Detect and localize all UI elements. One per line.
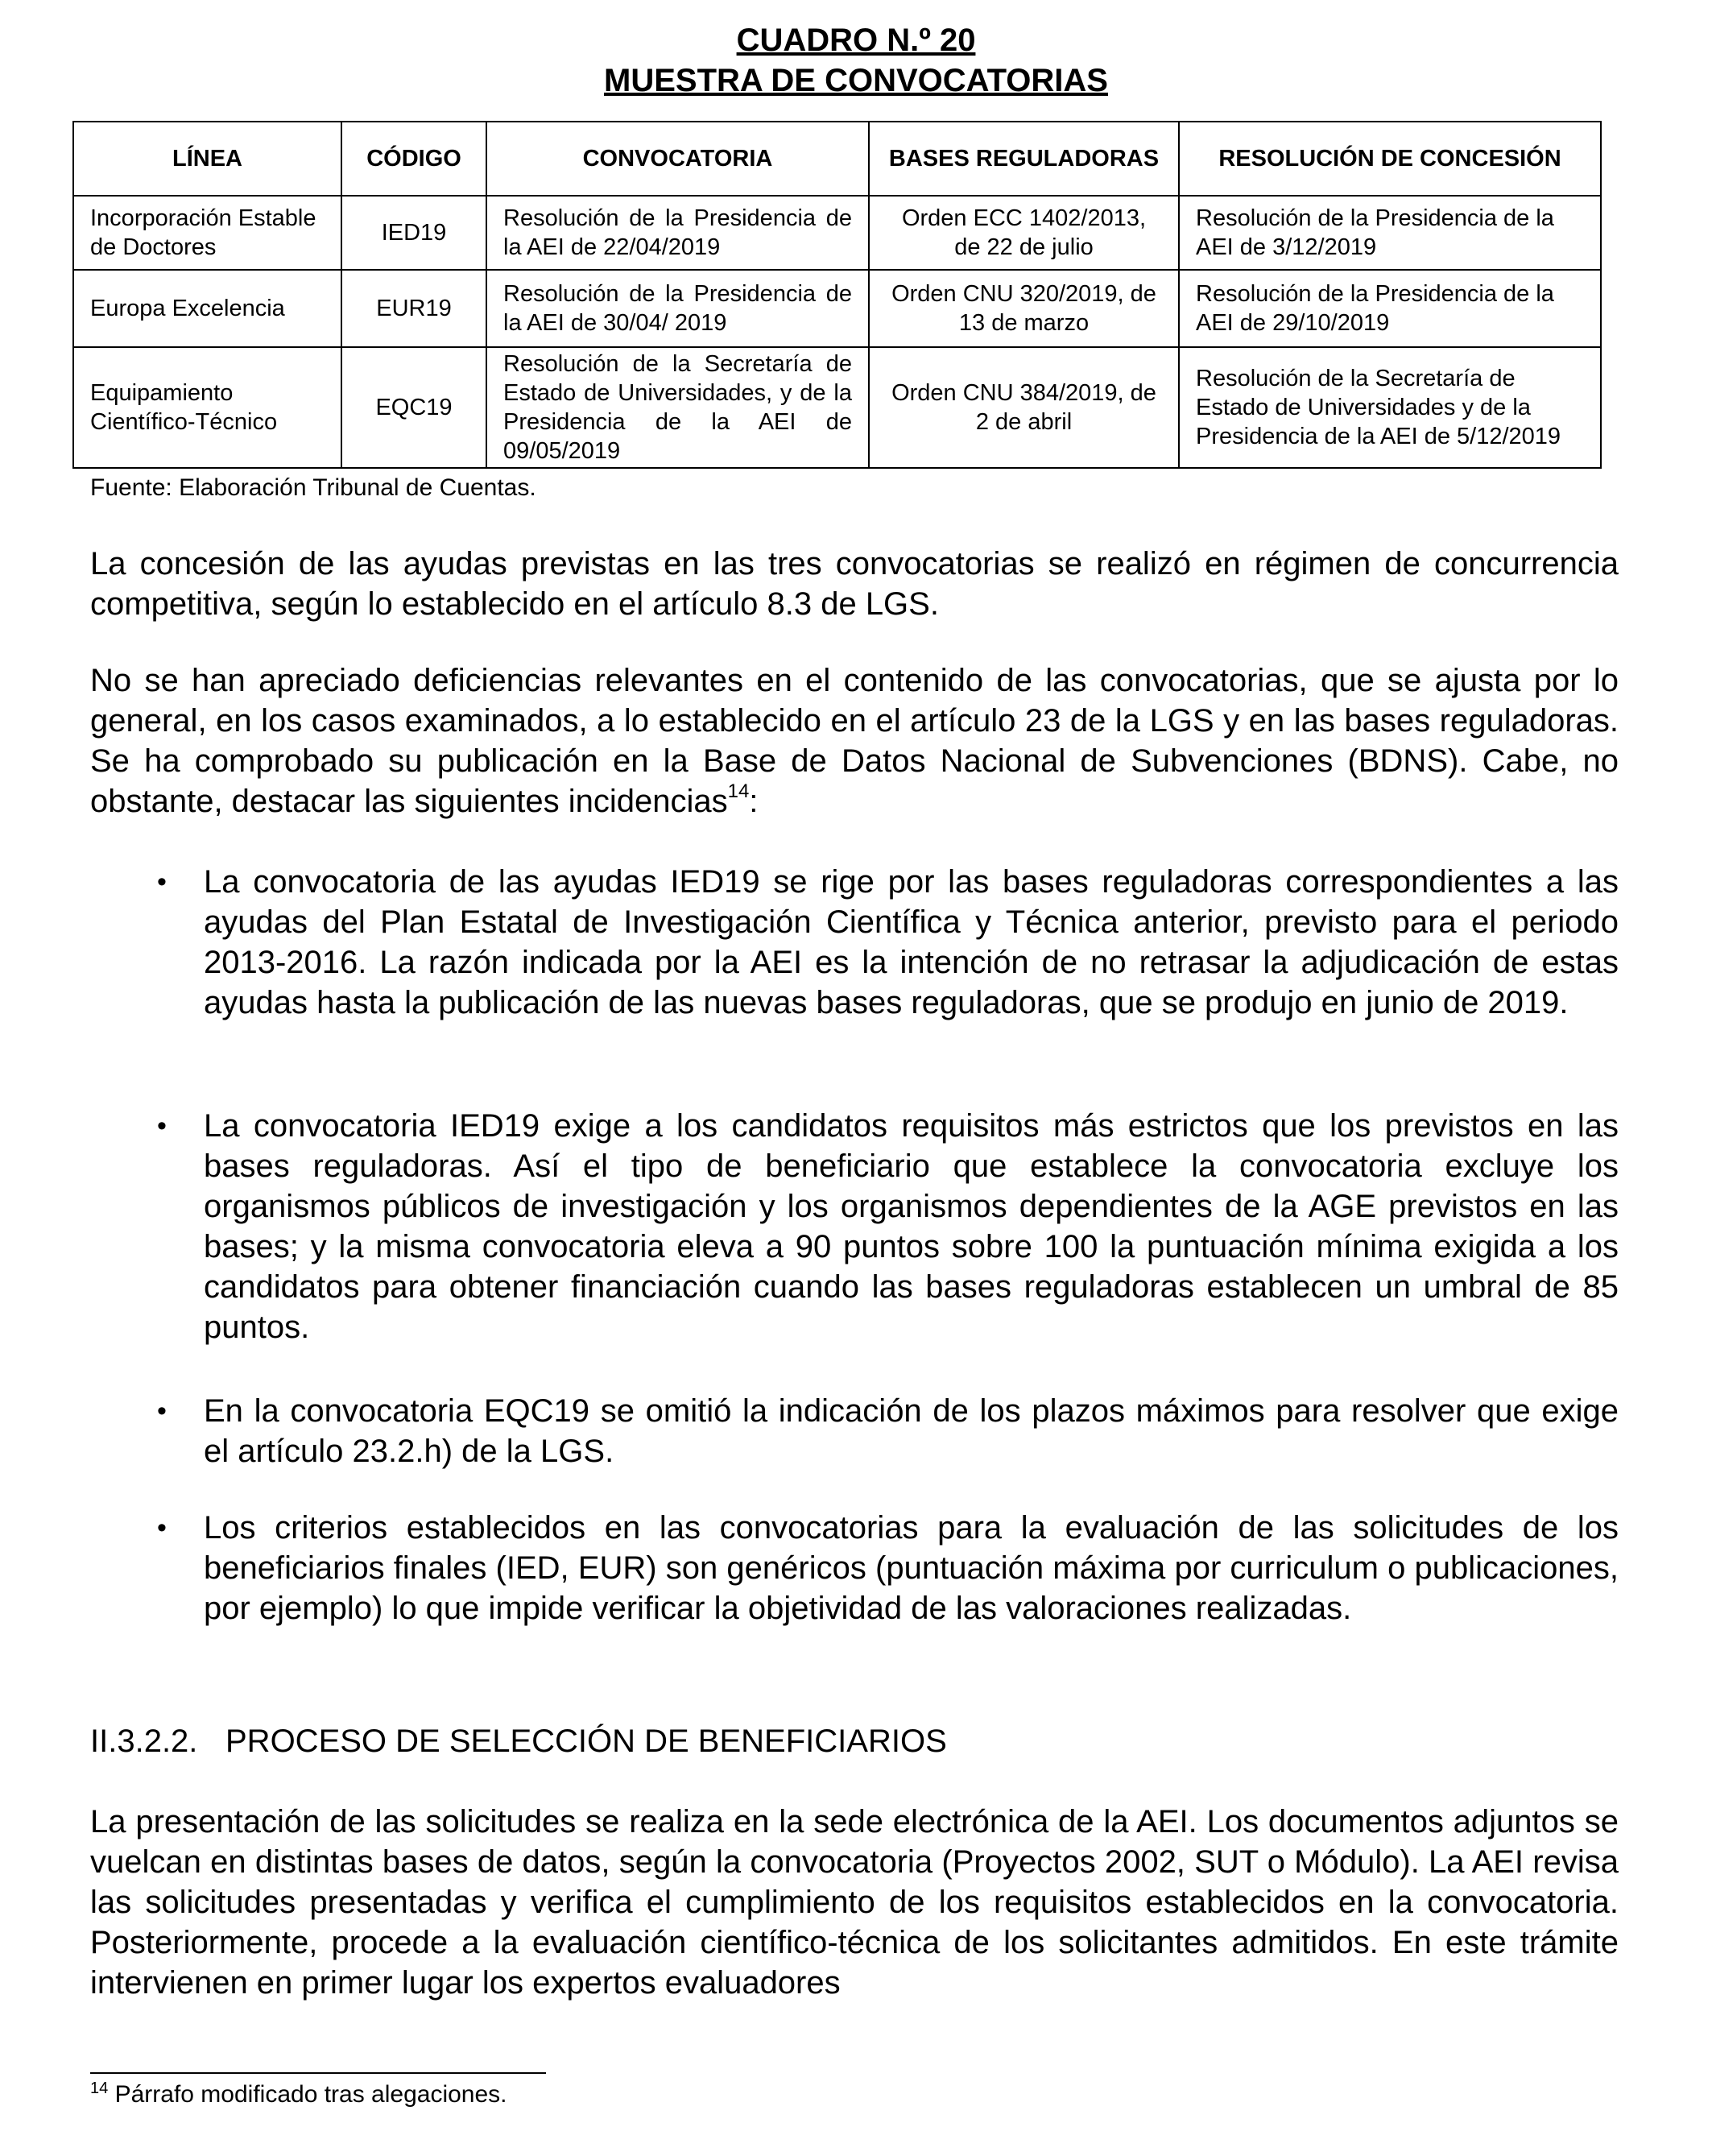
section-heading: [90, 1721, 947, 1761]
header-codigo: CÓDIGO: [341, 122, 486, 196]
cell-resolucion: Resolución de la Presidencia de la AEI de 29/10/2019: [1179, 270, 1601, 347]
cell-codigo: EQC19: [341, 347, 486, 468]
convocatorias-table: [72, 121, 1602, 469]
table-row: [73, 270, 1601, 347]
list-item-text: La convocatoria de las ayudas IED19 se rige por las bases reguladoras correspondientes a las ayudas del Plan Estatal de Investigación Científica y Técnica anterior, previsto para el periodo 2013-2016. La razón indicada por la AEI es la intención de no retrasar la adjudicación de estas ayudas hasta la publicación de las nuevas bases reguladoras, que se produjo en junio de 2019.: [204, 864, 1619, 1020]
cell-linea: Europa Excelencia: [73, 270, 341, 347]
table-row: [73, 347, 1601, 468]
cell-bases: Orden CNU 384/2019, de 2 de abril: [869, 347, 1179, 468]
list-item: [157, 1508, 1619, 1628]
table-row: [73, 196, 1601, 270]
cell-convocatoria: Resolución de la Presidencia de la AEI de 22/04/2019: [486, 196, 869, 270]
table-header-row: [73, 122, 1601, 196]
list-item-text: Los criterios establecidos en las convocatorias para la evaluación de las solicitudes de los beneficiarios finales (IED, EUR) son genéricos (puntuación máxima por curriculum o publicaciones, por ejemplo) lo que impide verificar la objetividad de las valoraciones realizadas.: [204, 1510, 1619, 1626]
cell-bases: Orden CNU 320/2019, de 13 de marzo: [869, 270, 1179, 347]
footnote-number: 14: [90, 2079, 109, 2097]
list-item-text: En la convocatoria EQC19 se omitió la indicación de los plazos máximos para resolver que exige el artículo 23.2.h) de la LGS.: [204, 1393, 1619, 1469]
cell-convocatoria: Resolución de la Presidencia de la AEI de 30/04/ 2019: [486, 270, 869, 347]
footnote-divider: [90, 2072, 546, 2074]
table-title: CUADRO N.º 20: [736, 23, 976, 58]
paragraph-deficiencias: [90, 660, 1619, 821]
cell-codigo: EUR19: [341, 270, 486, 347]
header-bases-reguladoras: BASES REGULADORAS: [869, 122, 1179, 196]
header-linea: LÍNEA: [73, 122, 341, 196]
list-item-text: La convocatoria IED19 exige a los candidatos requisitos más estrictos que los previstos en las bases reguladoras. Así el tipo de beneficiario que establece la convocatoria excluye los organismos públicos de investigación y los organismos dependientes de la AGE previstos en las bases; y la misma convocatoria eleva a 90 puntos sobre 100 la puntuación mínima exigida a los candidatos para obtener financiación cuando las bases reguladoras establecen un umbral de 85 puntos.: [204, 1108, 1619, 1345]
cell-bases: Orden ECC 1402/2013, de 22 de julio: [869, 196, 1179, 270]
cell-linea: Incorporación Estable de Doctores: [73, 196, 341, 270]
table-source: Fuente: Elaboración Tribunal de Cuentas.: [90, 474, 536, 501]
section-number: II.3.2.2.: [90, 1724, 198, 1759]
bullet-icon: •: [157, 867, 167, 897]
list-item: [157, 1391, 1619, 1471]
header-resolucion-concesion: RESOLUCIÓN DE CONCESIÓN: [1179, 122, 1601, 196]
footnote-reference[interactable]: 14: [727, 780, 750, 802]
cell-linea: Equipamiento Científico-Técnico: [73, 347, 341, 468]
paragraph-presentacion: La presentación de las solicitudes se realiza en la sede electrónica de la AEI. Los documentos adjuntos se vuelcan en distintas bases de datos, según la convocatoria (Proyectos 2002, SUT o Módulo). La AEI revisa las solicitudes presentadas y verifica el cumplimiento de los requisitos establecidos en la convocatoria. Posteriormente, procede a la evaluación científico-técnica de los solicitantes admitidos. En este trámite intervienen en primer lugar los expertos evaluadores: [90, 1804, 1619, 2001]
paragraph-deficiencias-end: :: [749, 784, 759, 819]
paragraph-deficiencias-text: No se han apreciado deficiencias relevantes en el contenido de las convocatorias, que se ajusta por lo general, en los casos examinados, a lo establecido en el artículo 23 de la LGS y en las bases reguladoras. Se ha comprobado su publicación en la Base de Datos Nacional de Subvenciones (BDNS). Cabe, no obstante, destacar las siguientes incidencias: [90, 663, 1619, 819]
cell-resolucion: Resolución de la Presidencia de la AEI de 3/12/2019: [1179, 196, 1601, 270]
bullet-icon: •: [157, 1111, 167, 1141]
paragraph-concesion: La concesión de las ayudas previstas en las tres convocatorias se realizó en régimen de concurrencia competitiva, según lo establecido en el artículo 8.3 de LGS.: [90, 546, 1619, 622]
list-item: [157, 1106, 1619, 1347]
bullet-icon: •: [157, 1513, 167, 1543]
cell-convocatoria: Resolución de la Secretaría de Estado de Universidades, y de la Presidencia de la AEI de 09/05/2019: [486, 347, 869, 468]
section-title: PROCESO DE SELECCIÓN DE BENEFICIARIOS: [225, 1724, 947, 1759]
footnote-text: Párrafo modificado tras alegaciones.: [108, 2081, 507, 2108]
bullet-icon: •: [157, 1396, 167, 1426]
header-convocatoria: CONVOCATORIA: [486, 122, 869, 196]
footnote: [90, 2080, 507, 2109]
table-subtitle: MUESTRA DE CONVOCATORIAS: [604, 63, 1108, 98]
list-item: [157, 862, 1619, 1023]
cell-codigo: IED19: [341, 196, 486, 270]
cell-resolucion: Resolución de la Secretaría de Estado de Universidades y de la Presidencia de la AEI de 5/12/2019: [1179, 347, 1601, 468]
